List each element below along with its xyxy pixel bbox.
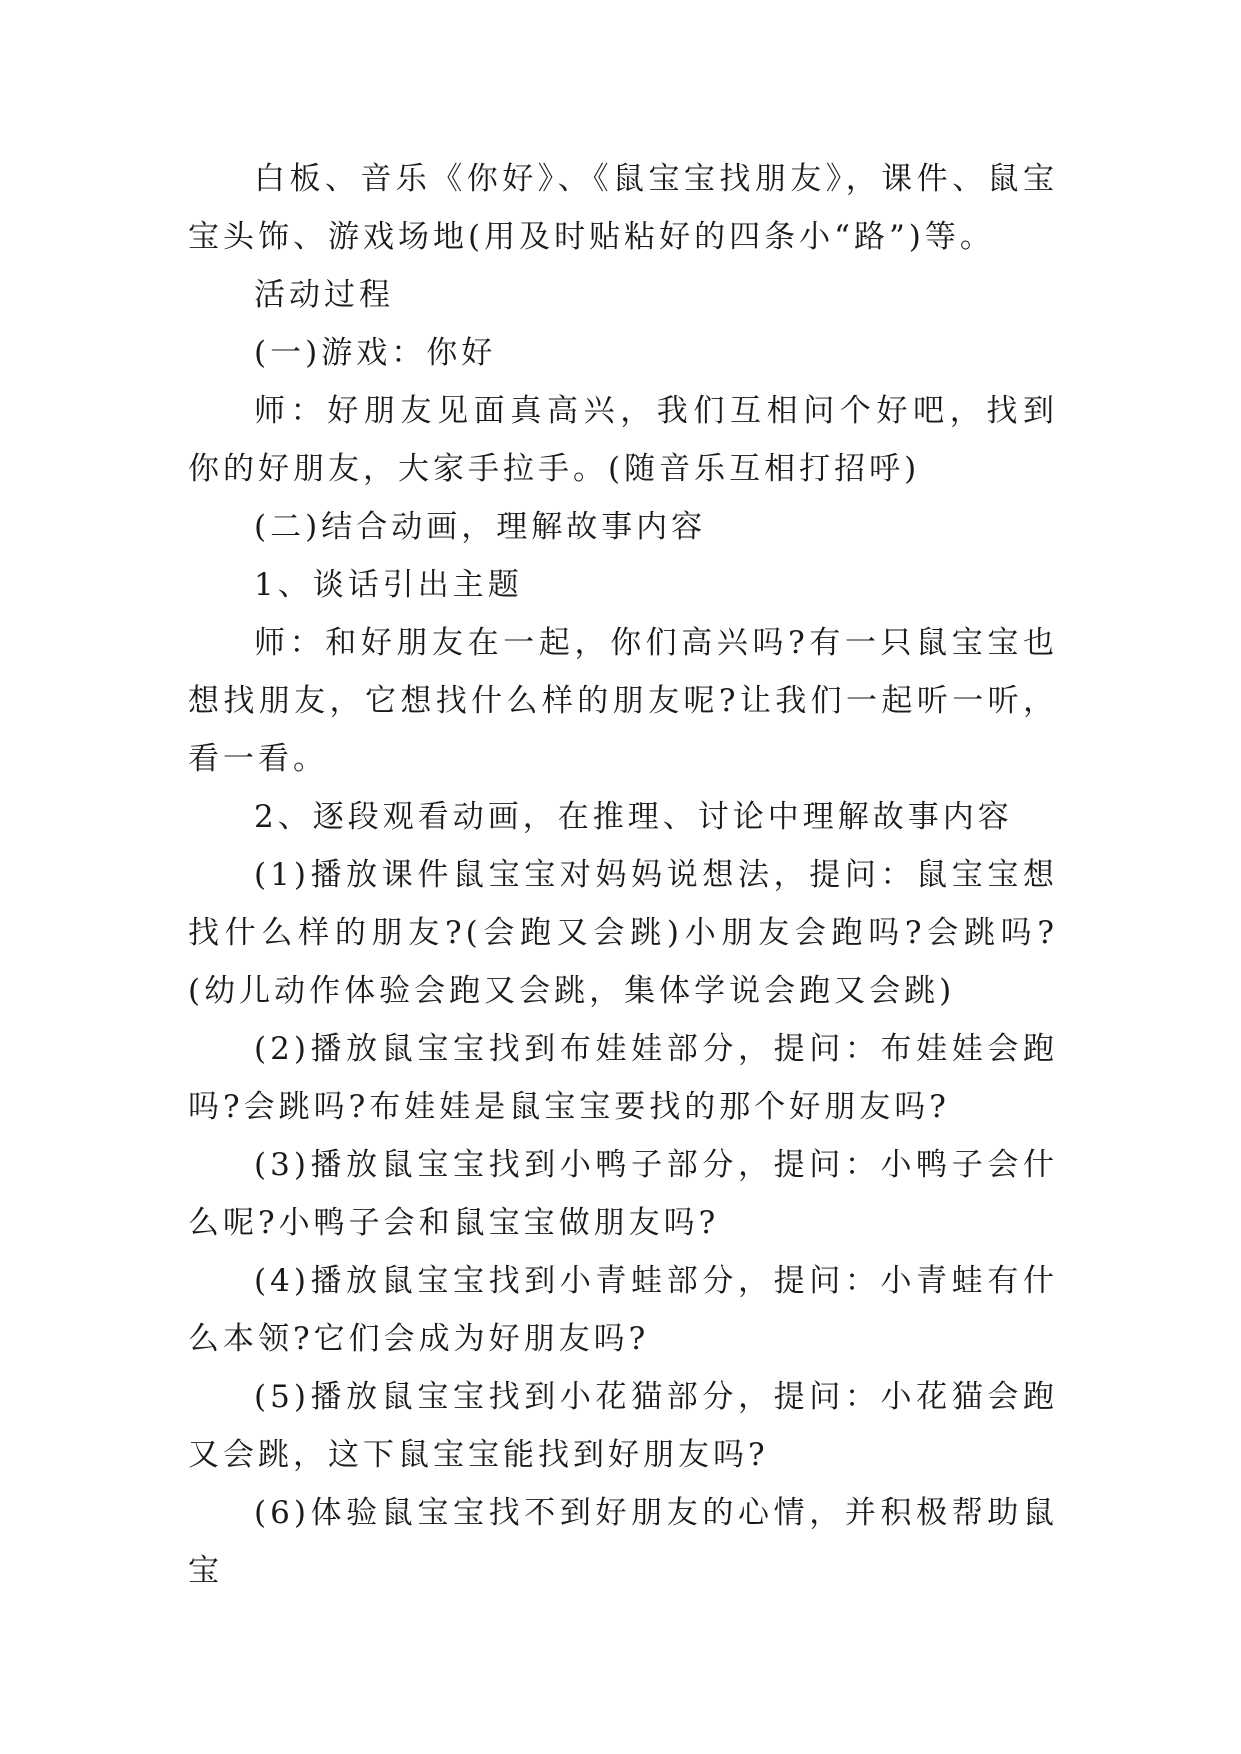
step-watch-animation: 2、逐段观看动画，在推理、讨论中理解故事内容 — [254, 799, 1013, 835]
step-introduce-theme: 1、谈话引出主题 — [254, 567, 523, 603]
section-game-hello: (一)游戏：你好 — [254, 335, 497, 371]
section-animation-story: (二)结合动画，理解故事内容 — [254, 509, 707, 545]
paragraph-materials: 白板、音乐《你好》、《鼠宝宝找朋友》，课件、鼠宝宝头饰、游戏场地(用及时贴粘好的四条小“路”)等。 — [188, 161, 1058, 255]
item-6: (6)体验鼠宝宝找不到好朋友的心情，并积极帮助鼠宝 — [188, 1495, 1058, 1589]
item-5: (5)播放鼠宝宝找到小花猫部分，提问：小花猫会跑又会跳，这下鼠宝宝能找到好朋友吗? — [188, 1379, 1058, 1473]
paragraph-teacher-question: 师：和好朋友在一起，你们高兴吗?有一只鼠宝宝也想找朋友，它想找什么样的朋友呢?让我们一起听一听，看一看。 — [188, 625, 1058, 777]
item-4: (4)播放鼠宝宝找到小青蛙部分，提问：小青蛙有什么本领?它们会成为好朋友吗? — [188, 1263, 1058, 1357]
heading-activity-process: 活动过程 — [254, 277, 394, 313]
item-1: (1)播放课件鼠宝宝对妈妈说想法，提问：鼠宝宝想找什么样的朋友?(会跑又会跳)小朋友会跑吗?会跳吗?(幼儿动作体验会跑又会跳，集体学说会跑又会跳) — [188, 857, 1058, 1009]
item-3: (3)播放鼠宝宝找到小鸭子部分，提问：小鸭子会什么呢?小鸭子会和鼠宝宝做朋友吗? — [188, 1147, 1058, 1241]
paragraph-teacher-greeting: 师：好朋友见面真高兴，我们互相问个好吧，找到你的好朋友，大家手拉手。(随音乐互相打招呼) — [188, 393, 1058, 487]
document-body — [188, 150, 1058, 1600]
item-2: (2)播放鼠宝宝找到布娃娃部分，提问：布娃娃会跑吗?会跳吗?布娃娃是鼠宝宝要找的那个好朋友吗? — [188, 1031, 1058, 1125]
